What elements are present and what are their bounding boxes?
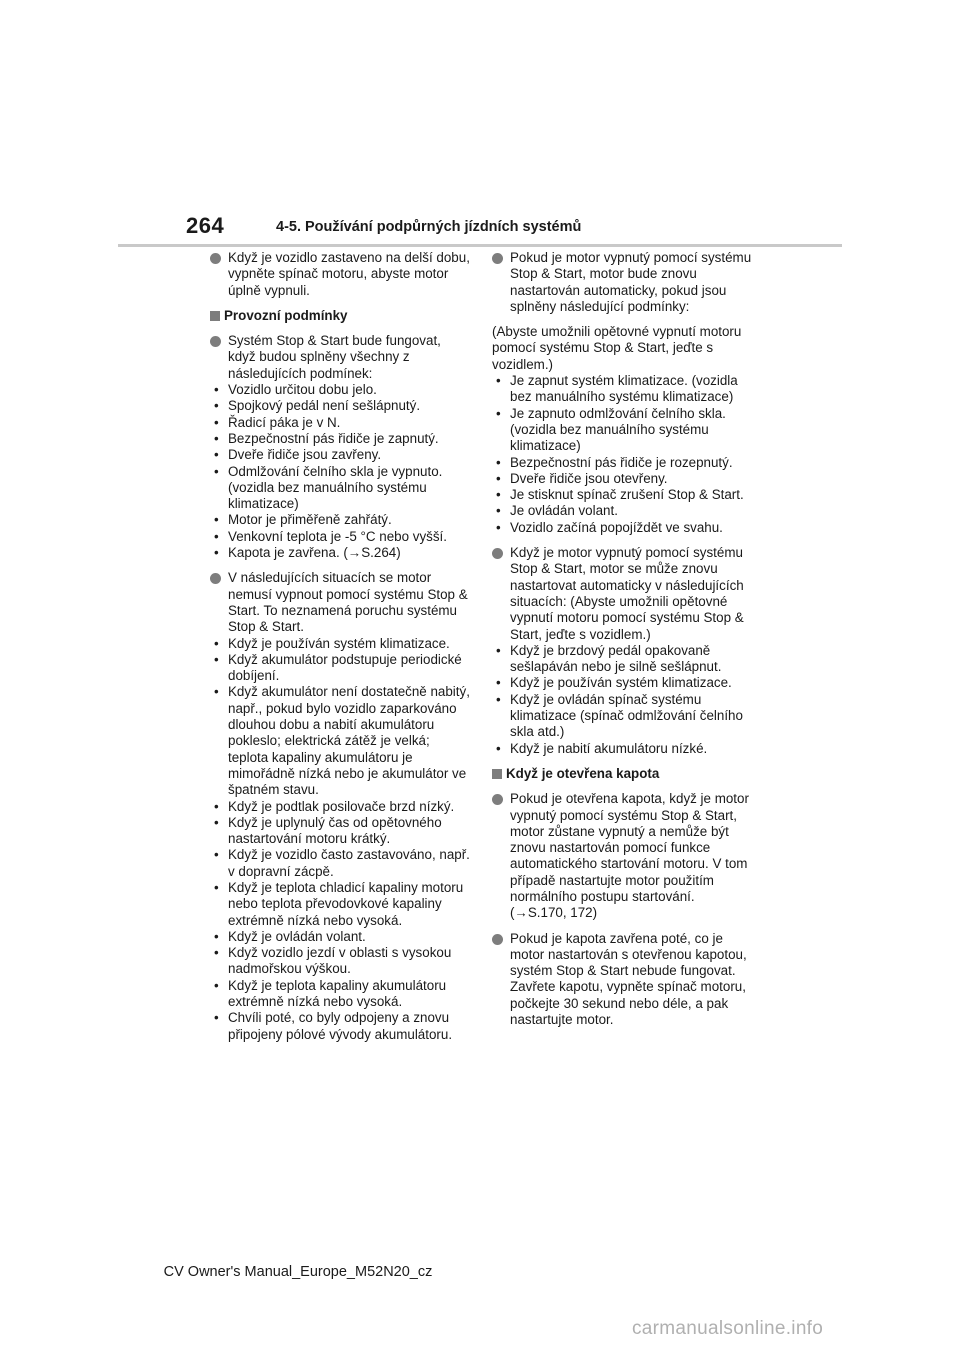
list-item — [492, 791, 754, 921]
page-number: 264 — [186, 213, 225, 238]
bullet-text: Pokud je otevřena kapota, když je motor vypnutý pomocí systému Stop & Start, motor zůstane vypnutý a nemůže být znovu nastartován pomocí funkce automatického startování motoru. V tom případě nastartujte motor použitím normálního postupu startování. (→S.170, 172) — [510, 791, 749, 921]
circle-bullet-icon — [210, 573, 221, 584]
list-item: • Bezpečnostní pás řidiče je zapnutý. — [210, 431, 472, 447]
list-item: • Když je podtlak posilovače brzd nízký. — [210, 799, 472, 815]
list-item: • Když je nabití akumulátoru nízké. — [492, 741, 754, 757]
left-column — [210, 250, 472, 1052]
list-item: • Když je používán systém klimatizace. — [492, 675, 754, 691]
bullet-text: Když je vozidlo zastaveno na delší dobu, vypněte spínač motoru, abyste motor úplně vypnuli. — [228, 250, 470, 298]
list-item — [492, 931, 754, 1029]
list-item: • Chvíli poté, co byly odpojeny a znovu připojeny pólové vývody akumulátoru. — [210, 1010, 472, 1043]
may-restart-list — [492, 643, 754, 757]
list-item: • Je ovládán volant. — [492, 503, 754, 519]
restart-conditions-list — [492, 373, 754, 536]
bullet-text: Pokud je motor vypnutý pomocí systému Stop & Start, motor bude znovu nastartován automaticky, pokud jsou splněny následující podmínky: — [510, 250, 752, 314]
subheading-operating-conditions: Provozní podmínky — [210, 308, 472, 324]
list-item: • Vozidlo začíná popojíždět ve svahu. — [492, 520, 754, 536]
list-item: • Když je vozidlo často zastavováno, např. v dopravní zácpě. — [210, 847, 472, 880]
bullet-text: Systém Stop & Start bude fungovat, když budou splněny všechny z následujících podmínek: — [228, 333, 441, 381]
list-item — [210, 333, 472, 382]
list-item — [492, 250, 754, 315]
circle-bullet-icon — [492, 253, 503, 264]
list-item: • Když je brzdový pedál opakovaně sešlapáván nebo je silně sešlápnut. — [492, 643, 754, 676]
subheading-hood-open: Když je otevřena kapota — [492, 766, 754, 782]
bullet-text: Pokud je kapota zavřena poté, co je motor nastartován s otevřenou kapotou, systém Stop & Start nebude fungovat. Zavřete kapotu, vypněte spínač motoru, počkejte 30 sekund nebo déle, a pak nastartujte motor. — [510, 930, 747, 1028]
circle-bullet-icon — [492, 934, 503, 945]
list-item: • Když je ovládán volant. — [210, 929, 472, 945]
list-item: • Dveře řidiče jsou zavřeny. — [210, 447, 472, 463]
list-item: • Když vozidlo jezdí v oblasti s vysokou nadmořskou výškou. — [210, 945, 472, 978]
list-item: • Když je teplota kapaliny akumulátoru extrémně nízká nebo vysoká. — [210, 978, 472, 1011]
list-item: • Vozidlo určitou dobu jelo. — [210, 382, 472, 398]
list-item — [210, 570, 472, 635]
list-item: • Odmlžování čelního skla je vypnuto. (vozidla bez manuálního systému klimatizace) — [210, 464, 472, 513]
square-bullet-icon — [210, 311, 220, 321]
list-item: • Spojkový pedál není sešlápnutý. — [210, 398, 472, 414]
situations-list — [210, 636, 472, 1043]
list-item: • Motor je přiměřeně zahřátý. — [210, 512, 472, 528]
list-item: • Je zapnuto odmlžování čelního skla. (vozidla bez manuálního systému klimatizace) — [492, 406, 754, 455]
list-item: • Když je používán systém klimatizace. — [210, 636, 472, 652]
list-item: • Řadicí páka je v N. — [210, 415, 472, 431]
conditions-list — [210, 382, 472, 561]
circle-bullet-icon — [492, 794, 503, 805]
list-item: • Když je ovládán spínač systému klimatizace (spínač odmlžování čelního skla atd.) — [492, 692, 754, 741]
right-column — [492, 250, 754, 1037]
list-item: • Když akumulátor není dostatečně nabitý, např., pokud bylo vozidlo zaparkováno dlouhou dobu a nabití akumulátoru pokleslo; elektrická zátěž je velká; teplota kapaliny akumulátoru je mimořádně nízká nebo je akumulátor ve špatném stavu. — [210, 684, 472, 798]
list-item: • Bezpečnostní pás řidiče je rozepnutý. — [492, 455, 754, 471]
list-item: • Kapota je zavřena. (→S.264) — [210, 545, 472, 561]
circle-bullet-icon — [210, 253, 221, 264]
list-item — [210, 250, 472, 299]
manual-name: CV Owner's Manual_Europe_M52N20_cz — [163, 1264, 433, 1280]
list-item — [492, 545, 754, 643]
list-item: • Je zapnut systém klimatizace. (vozidla bez manuálního systému klimatizace) — [492, 373, 754, 406]
square-bullet-icon — [492, 769, 502, 779]
restart-note: (Abyste umožnili opětovné vypnutí motoru pomocí systému Stop & Start, jeďte s vozidlem.) — [492, 324, 742, 372]
page-footer — [0, 1264, 960, 1280]
page-header — [0, 0, 960, 250]
circle-bullet-icon — [210, 336, 221, 347]
watermark: carmanualsonline.info — [632, 1318, 824, 1339]
circle-bullet-icon — [492, 548, 503, 559]
section-title: 4-5. Používání podpůrných jízdních systémů — [276, 219, 582, 235]
bullet-text: V následujících situacích se motor nemusí vypnout pomocí systému Stop & Start. To neznamená poruchu systému Stop & Start. — [228, 570, 468, 635]
list-item: • Venkovní teplota je -5 °C nebo vyšší. — [210, 529, 472, 545]
header-divider — [118, 244, 842, 247]
list-item: • Když akumulátor podstupuje periodické dobíjení. — [210, 652, 472, 685]
list-item: • Když je teplota chladicí kapaliny motoru nebo teplota převodovkové kapaliny extrémně nízká nebo vysoká. — [210, 880, 472, 929]
list-item: • Dveře řidiče jsou otevřeny. — [492, 471, 754, 487]
list-item: • Když je uplynulý čas od opětovného nastartování motoru krátký. — [210, 815, 472, 848]
list-item: • Je stisknut spínač zrušení Stop & Start. — [492, 487, 754, 503]
bullet-text: Když je motor vypnutý pomocí systému Stop & Start, motor se může znovu nastartovat automaticky v následujících situacích: (Abyste umožnili opětovné vypnutí motoru pomocí systému Stop & Start, jeďte s vozidlem.) — [510, 545, 744, 642]
